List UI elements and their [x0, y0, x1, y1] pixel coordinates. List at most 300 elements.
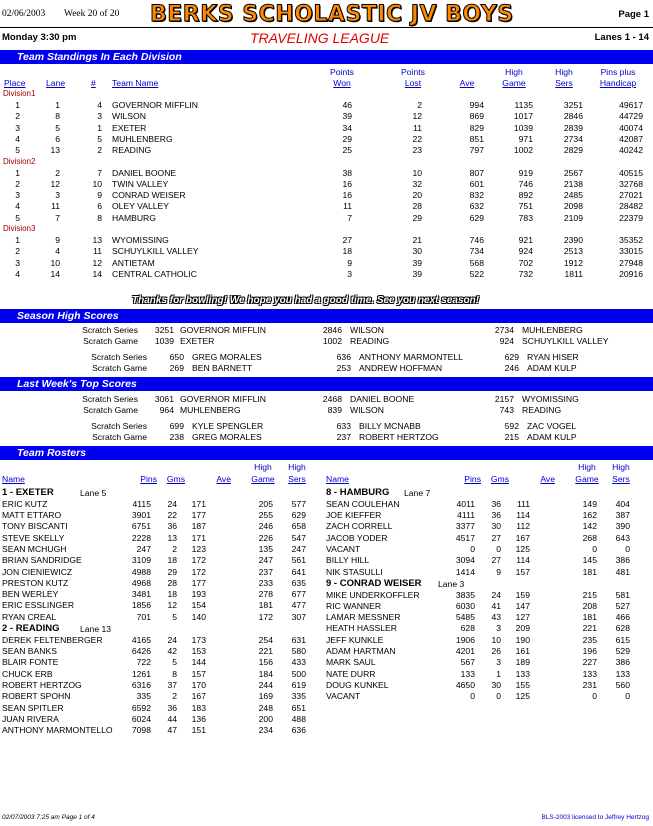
- score-value: 269: [169, 363, 184, 373]
- standing-value: 601: [469, 178, 484, 189]
- player-stat: 651: [291, 702, 306, 713]
- player-stat: 36: [491, 510, 501, 520]
- player-name: CHUCK ERB: [2, 668, 53, 679]
- standing-value: 12: [50, 178, 60, 189]
- col-header: Sers: [555, 78, 573, 88]
- player-name: DOUG KUNKEL: [326, 679, 389, 690]
- standing-value: 16: [342, 178, 352, 189]
- score-value: 636: [336, 352, 351, 362]
- player-stat: 6751: [131, 521, 151, 532]
- player-stat: 5485: [455, 612, 475, 623]
- player-name: TONY BISCANTI: [2, 521, 68, 532]
- standing-value: 2: [15, 246, 20, 257]
- standing-value: 994: [469, 100, 484, 110]
- player-stat: 140: [191, 611, 206, 622]
- player-stat: 5: [172, 611, 177, 622]
- player-stat: 169: [258, 691, 273, 702]
- player-stat: 488: [291, 713, 306, 724]
- footer-timestamp: 02/07/2003 7:25 am Page 1 of 4: [2, 814, 95, 821]
- team-name: SCHUYLKILL VALLEY: [112, 246, 199, 257]
- player-stat: 629: [291, 510, 306, 520]
- player-name: RIC WANNER: [326, 600, 382, 611]
- standing-value: 3: [15, 122, 20, 133]
- player-stat: 161: [515, 646, 530, 656]
- standing-value: 29: [412, 212, 422, 223]
- player-stat: 133: [515, 668, 530, 679]
- score-name: ANTHONY MARMONTELL: [359, 352, 463, 362]
- player-stat: 196: [582, 646, 597, 656]
- player-stat: 235: [582, 634, 597, 645]
- player-stat: 155: [515, 679, 530, 690]
- player-name: ZACH CORRELL: [326, 521, 393, 532]
- player-stat: 404: [615, 498, 630, 509]
- col-header: Points: [401, 67, 425, 77]
- score-label: Scratch Game: [92, 432, 147, 442]
- player-stat: 36: [167, 702, 177, 713]
- standing-value: 5: [15, 145, 20, 156]
- player-stat: 44: [167, 713, 177, 724]
- player-stat: 477: [291, 600, 306, 611]
- player-stat: 307: [291, 611, 306, 622]
- player-name: ERIC KUTZ: [2, 498, 48, 509]
- col-header: High: [288, 462, 306, 472]
- score-name: ADAM KULP: [527, 363, 577, 373]
- standing-value: 2: [97, 145, 102, 156]
- player-name: JON CIENIEWICZ: [2, 566, 73, 577]
- player-stat: 41: [491, 600, 501, 611]
- score-value: 3061: [154, 394, 174, 404]
- score-label: Scratch Game: [92, 363, 147, 373]
- player-name: BRIAN SANDRIDGE: [2, 555, 82, 566]
- standing-value: 39: [412, 257, 422, 268]
- standing-value: 46: [342, 100, 352, 110]
- col-header: Gms: [166, 474, 185, 484]
- standing-value: 11: [343, 201, 352, 212]
- standing-value: 2829: [563, 145, 583, 156]
- player-stat: 151: [191, 725, 206, 736]
- player-stat: 0: [470, 543, 475, 554]
- player-stat: 24: [167, 498, 177, 509]
- col-header: Pins: [140, 474, 157, 484]
- standing-value: 9: [97, 190, 102, 201]
- player-stat: 181: [582, 566, 597, 577]
- player-stat: 27: [491, 555, 501, 566]
- player-name: BEN WERLEY: [2, 589, 59, 600]
- player-stat: 18: [167, 555, 177, 566]
- score-value: 1039: [154, 336, 174, 346]
- player-stat: 619: [291, 679, 306, 690]
- player-stat: 3094: [455, 555, 475, 566]
- standing-value: 12: [412, 111, 422, 122]
- player-stat: 125: [515, 543, 530, 554]
- player-stat: 135: [258, 543, 273, 554]
- player-stat: 221: [258, 646, 273, 656]
- player-stat: 2: [172, 691, 177, 702]
- standing-value: 5: [15, 212, 20, 223]
- standing-value: 29: [342, 133, 352, 144]
- col-header: Gms: [490, 474, 509, 484]
- player-stat: 149: [582, 498, 597, 509]
- col-header: Team Name: [112, 78, 159, 88]
- player-stat: 28: [167, 577, 177, 588]
- score-name: WYOMISSING: [522, 394, 579, 404]
- standing-value: 6: [97, 201, 102, 212]
- report-week: Week 20 of 20: [64, 9, 120, 19]
- col-header: Ave: [459, 78, 475, 88]
- col-header: Name: [326, 474, 349, 484]
- standing-value: 1: [15, 100, 20, 110]
- player-stat: 4517: [455, 532, 475, 543]
- col-header: Sers: [288, 474, 306, 484]
- standing-value: 6: [55, 133, 60, 144]
- player-stat: 247: [258, 555, 273, 566]
- player-name: JOE KIEFFER: [326, 510, 382, 520]
- player-stat: 18: [167, 589, 177, 600]
- score-name: ZAC VOGEL: [527, 421, 577, 431]
- day-time: Monday 3:30 pm: [2, 32, 77, 43]
- player-stat: 173: [191, 634, 206, 645]
- player-stat: 8: [172, 668, 177, 679]
- standing-value: 2098: [563, 201, 583, 212]
- player-stat: 227: [582, 657, 597, 668]
- player-stat: 3: [496, 657, 501, 668]
- player-stat: 125: [515, 691, 530, 702]
- player-stat: 0: [592, 691, 597, 702]
- standing-value: 1: [15, 235, 20, 245]
- team-name: CENTRAL CATHOLIC: [112, 268, 197, 279]
- player-stat: 190: [515, 634, 530, 645]
- standing-value: 30: [412, 246, 422, 257]
- standing-value: 22: [412, 133, 422, 144]
- standing-value: 2: [15, 178, 20, 189]
- player-name: VACANT: [326, 543, 361, 554]
- standing-value: 22379: [619, 212, 643, 223]
- player-stat: 387: [615, 510, 630, 520]
- col-header: Game: [575, 474, 599, 484]
- player-stat: 677: [291, 589, 306, 600]
- player-stat: 0: [470, 691, 475, 702]
- player-stat: 246: [258, 521, 273, 532]
- player-stat: 6316: [131, 679, 151, 690]
- score-label: Scratch Series: [91, 421, 147, 431]
- score-name: RYAN HISER: [527, 352, 579, 362]
- player-stat: 36: [491, 498, 501, 509]
- player-stat: 171: [191, 532, 206, 543]
- player-stat: 255: [258, 510, 273, 520]
- score-name: READING: [522, 405, 562, 415]
- score-name: GREG MORALES: [192, 352, 262, 362]
- score-value: 650: [169, 352, 184, 362]
- roster-team-name: 9 - CONRAD WEISER: [326, 577, 422, 589]
- player-stat: 172: [258, 611, 273, 622]
- standing-value: 13: [92, 235, 102, 245]
- player-stat: 181: [582, 612, 597, 623]
- score-value: 839: [327, 405, 342, 415]
- standing-value: 14: [50, 268, 60, 279]
- standing-value: 20: [412, 190, 422, 201]
- player-stat: 6024: [131, 713, 151, 724]
- player-stat: 145: [582, 555, 597, 566]
- col-header: High: [555, 67, 573, 77]
- player-stat: 30: [491, 679, 501, 690]
- standing-value: 38: [342, 167, 352, 178]
- player-stat: 433: [291, 657, 306, 668]
- player-stat: 722: [136, 657, 151, 668]
- player-stat: 1414: [455, 566, 475, 577]
- team-name: ANTIETAM: [112, 257, 155, 268]
- score-name: GOVERNOR MIFFLIN: [180, 325, 266, 335]
- player-stat: 133: [460, 668, 475, 679]
- standing-value: 44729: [619, 111, 643, 122]
- score-value: 237: [336, 432, 351, 442]
- standing-value: 3: [15, 190, 20, 201]
- player-stat: 226: [258, 532, 273, 543]
- col-header: #: [91, 78, 96, 88]
- score-value: 592: [504, 421, 519, 431]
- player-stat: 268: [582, 532, 597, 543]
- player-name: ROBERT HERTZOG: [2, 679, 82, 690]
- player-name: SEAN MCHUGH: [2, 543, 67, 554]
- player-stat: 3901: [131, 510, 151, 520]
- player-stat: 27: [491, 532, 501, 543]
- player-stat: 209: [515, 623, 530, 634]
- standing-value: 7: [55, 212, 60, 223]
- standing-value: 892: [518, 190, 533, 201]
- standing-value: 2109: [563, 212, 583, 223]
- player-name: STEVE SKELLY: [2, 532, 65, 543]
- player-stat: 636: [291, 725, 306, 736]
- player-stat: 112: [516, 521, 530, 532]
- standing-value: 1912: [563, 257, 583, 268]
- player-name: JEFF KUNKLE: [326, 634, 384, 645]
- player-stat: 628: [460, 623, 475, 634]
- standing-value: 732: [518, 268, 533, 279]
- standing-value: 746: [518, 178, 533, 189]
- score-label: Scratch Game: [83, 336, 138, 346]
- player-stat: 635: [291, 577, 306, 588]
- player-stat: 42: [167, 646, 177, 656]
- standing-value: 1039: [513, 122, 533, 133]
- standing-value: 7: [347, 212, 352, 223]
- standing-value: 746: [469, 235, 484, 245]
- player-stat: 133: [615, 668, 630, 679]
- player-name: LAMAR MESSNER: [326, 612, 401, 623]
- player-stat: 248: [258, 702, 273, 713]
- col-header: Pins plus: [600, 67, 636, 77]
- col-header: Lost: [404, 78, 422, 88]
- score-name: SCHUYLKILL VALLEY: [522, 336, 609, 346]
- player-name: BLAIR FONTE: [2, 657, 59, 668]
- player-stat: 4201: [455, 646, 475, 656]
- player-stat: 22: [167, 510, 177, 520]
- page-number: Page 1: [618, 9, 649, 20]
- roster-lane: Lane 13: [80, 624, 112, 634]
- player-stat: 4988: [131, 566, 151, 577]
- player-stat: 142: [582, 521, 597, 532]
- standing-value: 4: [15, 133, 20, 144]
- player-stat: 167: [191, 691, 206, 702]
- thanks-message: Thanks for bowling! We hope you had a good time. See you next season!: [132, 295, 480, 306]
- player-stat: 36: [167, 521, 177, 532]
- col-header: Ave: [540, 474, 555, 484]
- player-stat: 159: [515, 589, 530, 600]
- col-header: Sers: [612, 474, 630, 484]
- standing-value: 807: [469, 167, 484, 178]
- player-stat: 167: [515, 532, 530, 543]
- standing-value: 10: [50, 257, 60, 268]
- player-stat: 254: [258, 634, 273, 645]
- player-name: ROBERT SPOHN: [2, 691, 71, 702]
- player-stat: 231: [582, 679, 597, 690]
- standing-value: 851: [469, 133, 484, 144]
- score-value: 215: [504, 432, 519, 442]
- player-stat: 561: [291, 555, 306, 566]
- standing-value: 3: [15, 257, 20, 268]
- standing-value: 12: [92, 257, 102, 268]
- player-stat: 6030: [455, 600, 475, 611]
- player-stat: 26: [491, 646, 501, 656]
- standing-value: 3: [347, 268, 352, 279]
- player-stat: 547: [291, 532, 306, 543]
- player-name: SEAN COULEHAN: [326, 498, 400, 509]
- col-header: High: [612, 462, 630, 472]
- player-stat: 390: [615, 521, 630, 532]
- standing-value: 629: [469, 212, 484, 223]
- player-stat: 9: [496, 566, 501, 577]
- standing-value: 34: [342, 122, 352, 133]
- standing-value: 39: [342, 111, 352, 122]
- standing-value: 869: [469, 111, 484, 122]
- standing-value: 13: [50, 145, 60, 156]
- player-stat: 247: [291, 543, 306, 554]
- col-header: Points: [330, 67, 354, 77]
- standing-value: 783: [518, 212, 533, 223]
- roster-team-name: 1 - EXETER: [2, 487, 54, 498]
- player-stat: 3481: [131, 589, 151, 600]
- player-stat: 4650: [455, 679, 475, 690]
- standing-value: 11: [51, 201, 60, 212]
- player-name: DEREK FELTENBERGER: [2, 634, 103, 645]
- standing-value: 2: [15, 111, 20, 122]
- last-week-band: Last Week's Top Scores: [0, 377, 653, 391]
- player-name: JUAN RIVERA: [2, 713, 59, 724]
- player-stat: 628: [615, 623, 630, 634]
- player-name: SEAN SPITLER: [2, 702, 64, 713]
- footer-license: BLS-2003 licensed to Jeffrey Hertzog: [541, 814, 649, 821]
- standing-value: 42087: [619, 133, 643, 144]
- standing-value: 1: [15, 167, 20, 178]
- standing-value: 28: [412, 201, 422, 212]
- player-stat: 233: [258, 577, 273, 588]
- player-stat: 1906: [455, 634, 475, 645]
- standing-value: 2485: [563, 190, 583, 201]
- score-name: WILSON: [350, 405, 384, 415]
- standing-value: 16: [342, 190, 352, 201]
- player-stat: 3109: [131, 555, 151, 566]
- standing-value: 14: [92, 268, 102, 279]
- player-stat: 560: [615, 679, 630, 690]
- standing-value: 40515: [619, 167, 643, 178]
- player-stat: 335: [291, 691, 306, 702]
- team-name: WYOMISSING: [112, 235, 169, 245]
- col-header: Name: [2, 474, 25, 484]
- standing-value: 7: [97, 167, 102, 178]
- player-stat: 37: [167, 679, 177, 690]
- player-stat: 29: [167, 566, 177, 577]
- standing-value: 2846: [563, 111, 583, 122]
- player-stat: 162: [582, 510, 597, 520]
- score-name: ROBERT HERTZOG: [359, 432, 439, 442]
- standing-value: 4: [55, 246, 60, 257]
- player-name: MATT ETTARO: [2, 510, 62, 520]
- player-stat: 189: [515, 657, 530, 668]
- standing-value: 734: [469, 246, 484, 257]
- player-stat: 147: [515, 600, 530, 611]
- player-stat: 172: [191, 555, 206, 566]
- player-stat: 153: [191, 646, 206, 656]
- player-stat: 481: [615, 566, 630, 577]
- standing-value: 28482: [619, 201, 643, 212]
- score-value: 2734: [494, 325, 514, 335]
- standing-value: 27: [342, 235, 352, 245]
- roster-lane: Lane 5: [80, 488, 107, 498]
- report-date: 02/06/2003: [2, 9, 46, 19]
- standing-value: 5: [55, 122, 60, 133]
- standings-band: Team Standings In Each Division: [0, 50, 653, 64]
- player-stat: 577: [291, 498, 306, 509]
- col-header: High: [254, 462, 272, 472]
- player-stat: 4111: [457, 510, 475, 520]
- col-header: Lane: [46, 78, 66, 88]
- player-stat: 0: [625, 543, 630, 554]
- player-name: MIKE UNDERKOFFLER: [326, 589, 420, 600]
- score-label: Scratch Series: [82, 394, 138, 404]
- standing-value: 919: [518, 167, 533, 178]
- player-stat: 13: [167, 532, 177, 543]
- score-name: DANIEL BOONE: [350, 394, 415, 404]
- standing-value: 2: [417, 100, 422, 110]
- standing-value: 2734: [563, 133, 583, 144]
- player-stat: 170: [191, 679, 206, 690]
- player-stat: 3835: [455, 589, 475, 600]
- player-name: JACOB YODER: [326, 532, 388, 543]
- player-stat: 2: [172, 543, 177, 554]
- score-label: Scratch Game: [83, 405, 138, 415]
- standing-value: 11: [93, 246, 102, 257]
- player-stat: 643: [615, 532, 630, 543]
- player-name: ERIC ESSLINGER: [2, 600, 75, 611]
- standing-value: 40242: [619, 145, 643, 156]
- team-name: MUHLENBERG: [112, 133, 173, 144]
- score-value: 629: [504, 352, 519, 362]
- player-stat: 580: [291, 646, 306, 656]
- standing-value: 2: [55, 167, 60, 178]
- player-name: ANTHONY MARMONTELLO: [2, 725, 113, 736]
- player-stat: 567: [460, 657, 475, 668]
- standing-value: 49617: [619, 100, 643, 110]
- player-stat: 386: [615, 657, 630, 668]
- standing-value: 1002: [513, 145, 533, 156]
- player-stat: 4011: [456, 498, 475, 509]
- player-stat: 183: [191, 702, 206, 713]
- team-name: CONRAD WEISER: [112, 190, 186, 201]
- standing-value: 11: [413, 122, 422, 133]
- standing-value: 35352: [619, 235, 643, 245]
- score-label: Scratch Series: [82, 325, 138, 335]
- score-value: 743: [499, 405, 514, 415]
- score-name: ANDREW HOFFMAN: [359, 363, 443, 373]
- standing-value: 797: [469, 145, 484, 156]
